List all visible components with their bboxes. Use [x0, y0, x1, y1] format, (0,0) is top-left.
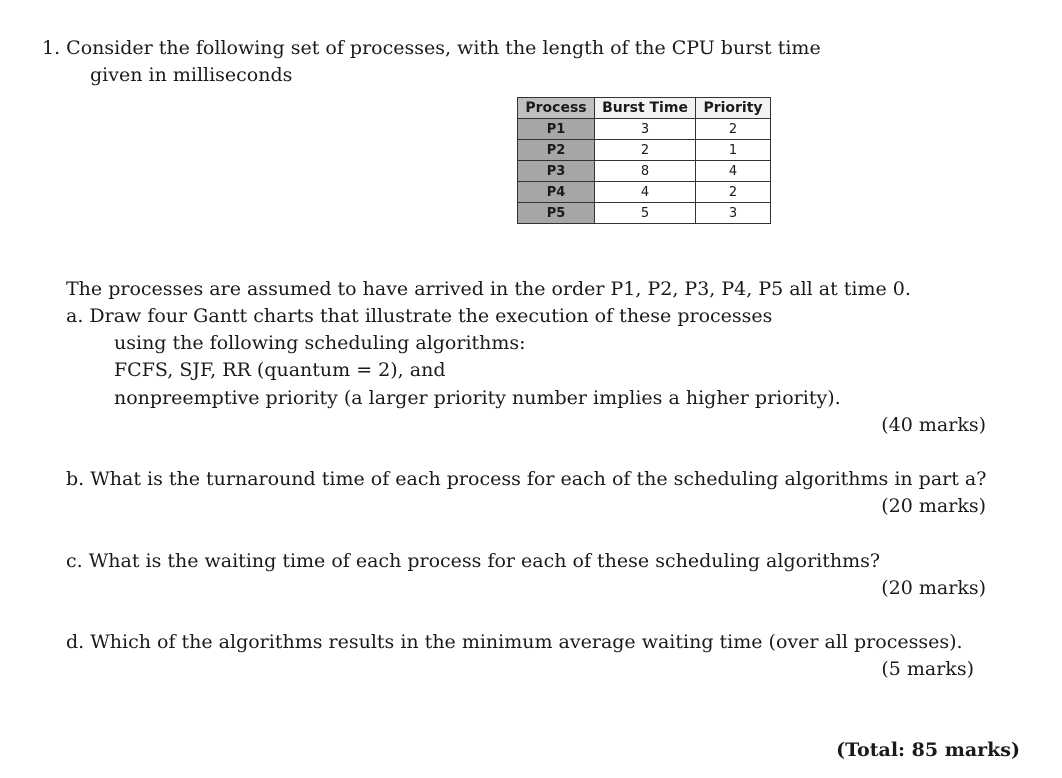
- cell-priority: 1: [696, 140, 771, 161]
- part-a-marks: (40 marks): [881, 414, 986, 436]
- part-c-marks: (20 marks): [881, 577, 986, 599]
- cell-burst: 5: [595, 203, 696, 224]
- part-b-text: b. What is the turnaround time of each process for each of the scheduling algorithms in part a?: [66, 468, 987, 490]
- part-d-text: d. Which of the algorithms results in the minimum average waiting time (over all processes).: [66, 631, 963, 653]
- header-process: Process: [518, 98, 595, 119]
- cell-process: P1: [518, 119, 595, 140]
- part-a-line2: using the following scheduling algorithms:: [114, 332, 526, 354]
- cell-process: P2: [518, 140, 595, 161]
- cell-burst: 2: [595, 140, 696, 161]
- part-d-marks: (5 marks): [881, 658, 974, 680]
- part-a-line3: FCFS, SJF, RR (quantum = 2), and: [114, 359, 446, 381]
- cell-priority: 2: [696, 119, 771, 140]
- table-header-row: [518, 98, 771, 119]
- cell-burst: 8: [595, 161, 696, 182]
- header-priority: Priority: [696, 98, 771, 119]
- process-table: [517, 97, 771, 224]
- cell-process: P3: [518, 161, 595, 182]
- cell-process: P4: [518, 182, 595, 203]
- question-intro-line2: given in milliseconds: [90, 64, 293, 86]
- cell-burst: 3: [595, 119, 696, 140]
- table-row: [518, 119, 771, 140]
- table-row: [518, 161, 771, 182]
- cell-priority: 4: [696, 161, 771, 182]
- table-row: [518, 140, 771, 161]
- question-intro-line1: 1. Consider the following set of processes, with the length of the CPU burst time: [42, 37, 821, 59]
- part-a-line1: a. Draw four Gantt charts that illustrate the execution of these processes: [66, 305, 773, 327]
- table-row: [518, 203, 771, 224]
- table-row: [518, 182, 771, 203]
- cell-process: P5: [518, 203, 595, 224]
- header-burst-time: Burst Time: [595, 98, 696, 119]
- arrival-note: The processes are assumed to have arrived in the order P1, P2, P3, P4, P5 all at time 0.: [66, 278, 911, 300]
- part-b-marks: (20 marks): [881, 495, 986, 517]
- part-a-line4: nonpreemptive priority (a larger priority number implies a higher priority).: [114, 387, 841, 409]
- cell-priority: 2: [696, 182, 771, 203]
- cell-burst: 4: [595, 182, 696, 203]
- total-marks: (Total: 85 marks): [836, 739, 1020, 761]
- part-c-text: c. What is the waiting time of each process for each of these scheduling algorithms?: [66, 550, 881, 572]
- cell-priority: 3: [696, 203, 771, 224]
